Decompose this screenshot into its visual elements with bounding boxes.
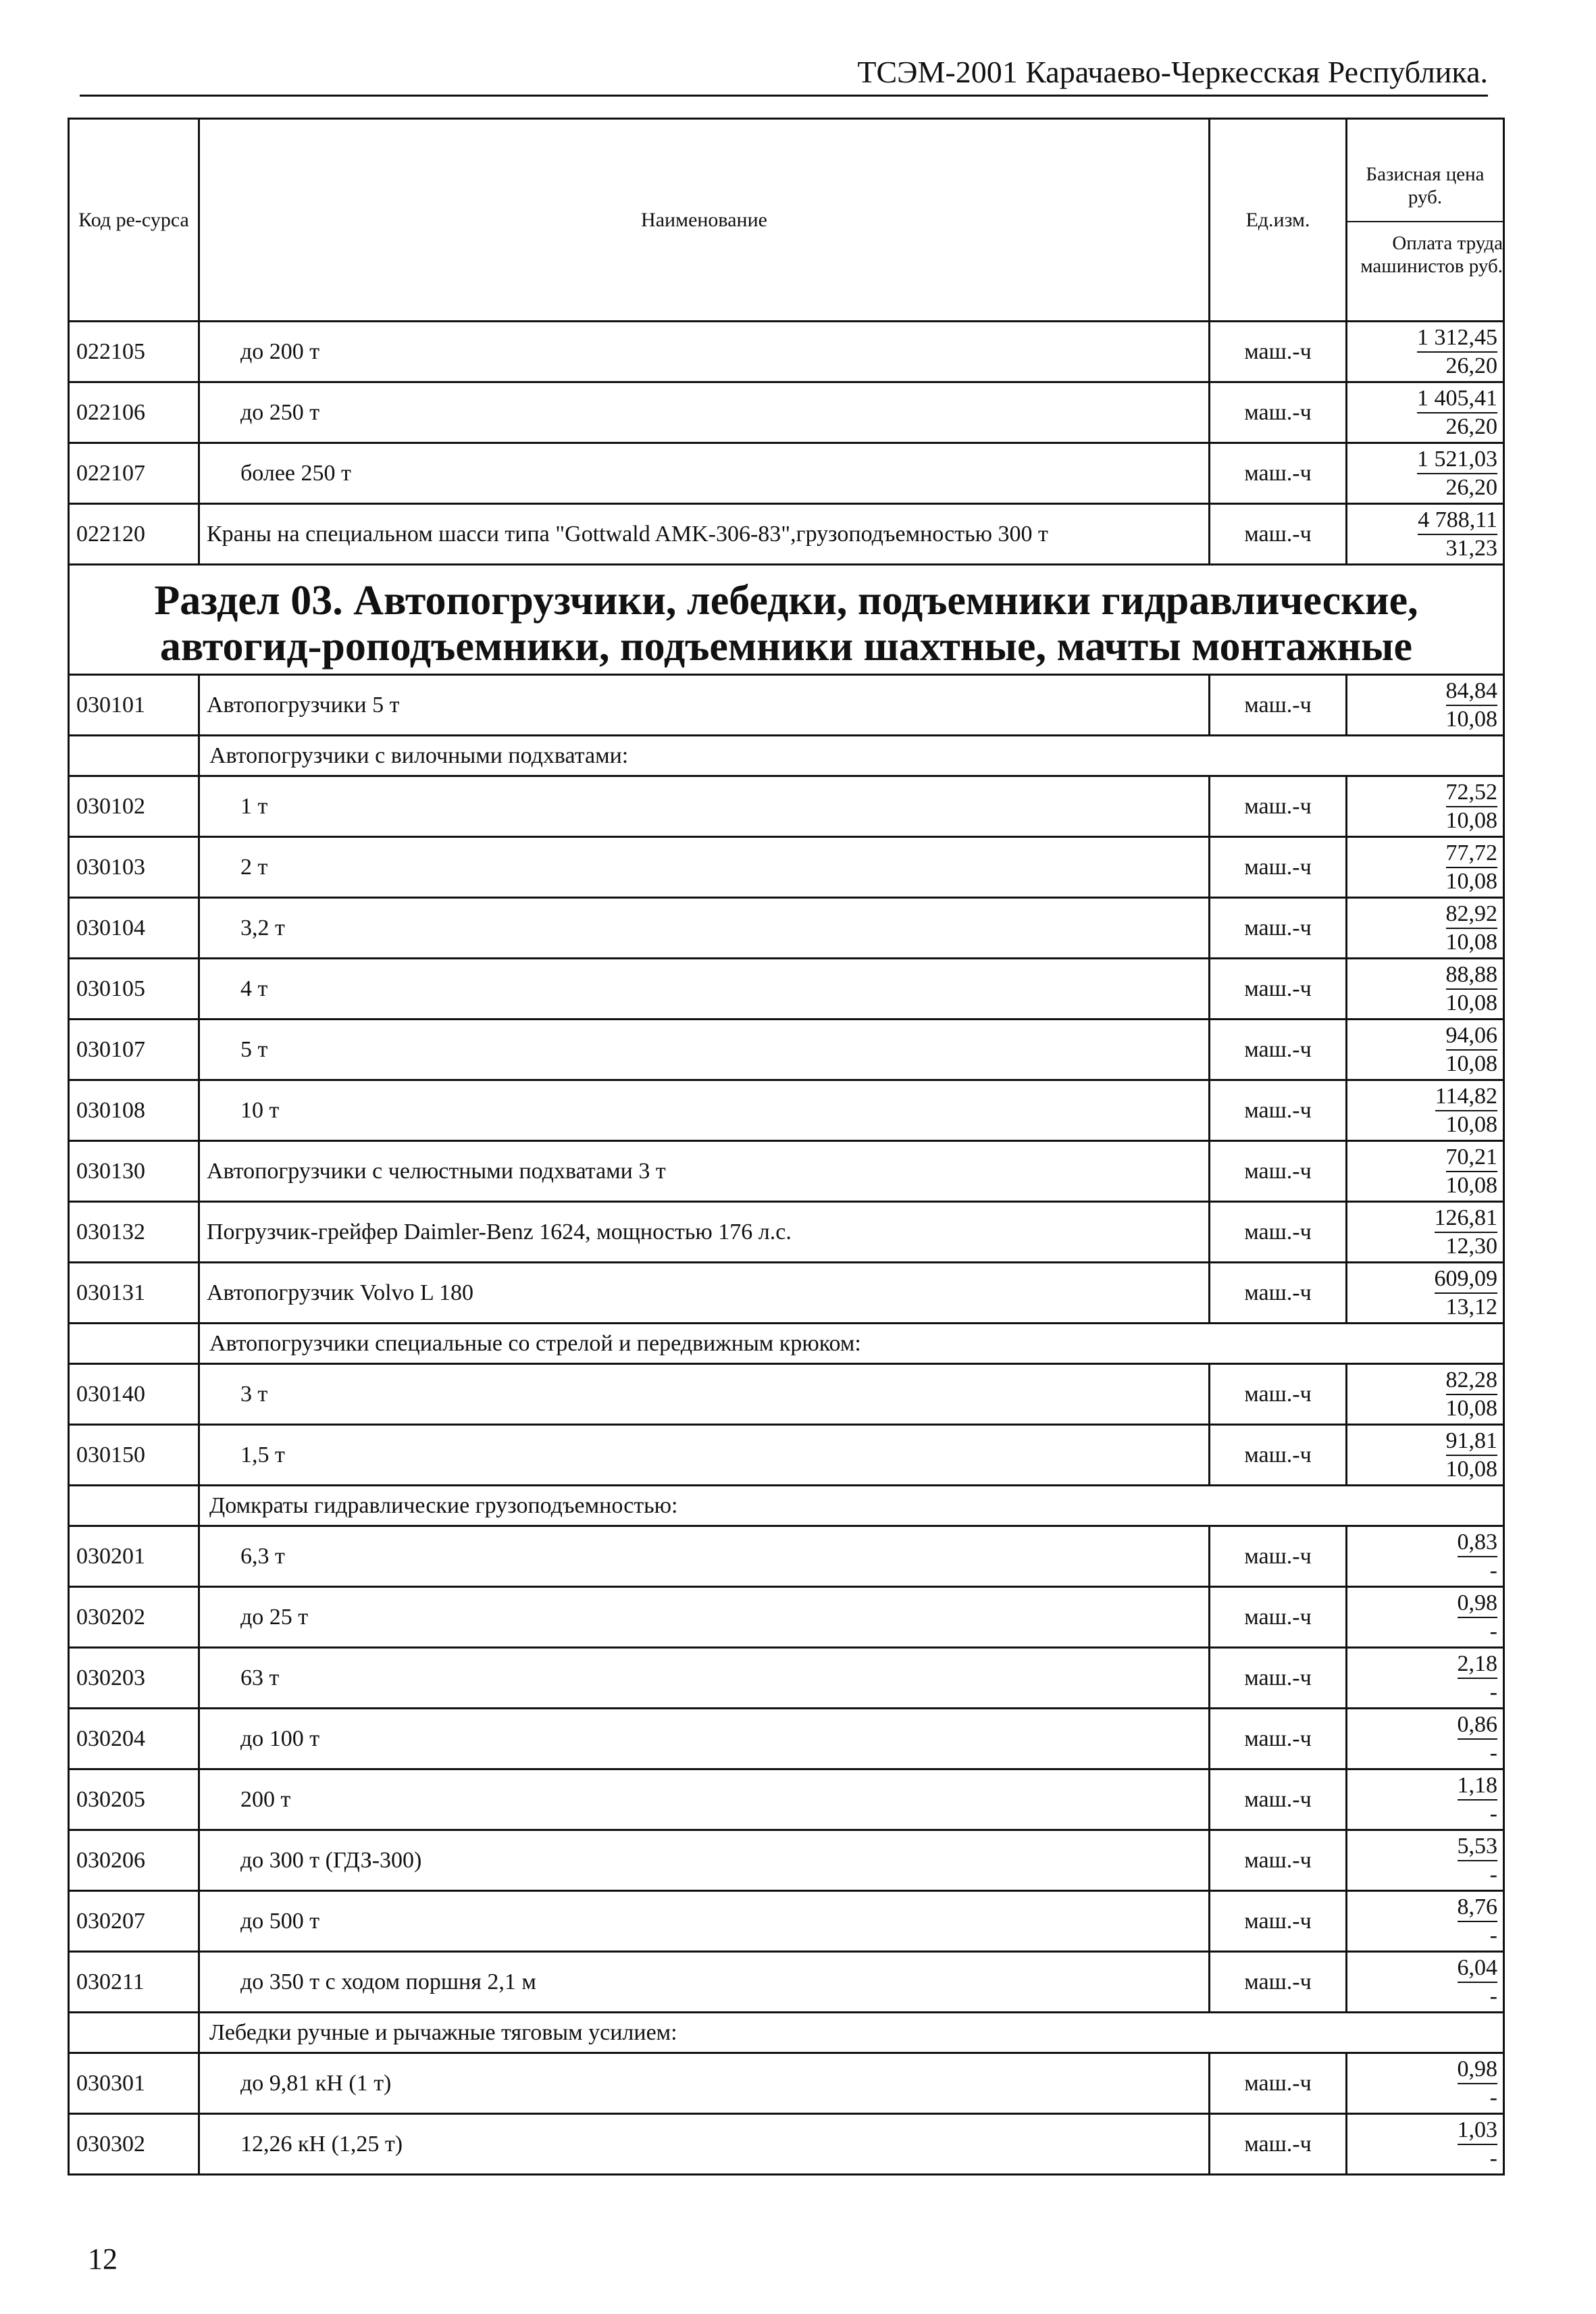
resource-name: 3 т bbox=[199, 1364, 1210, 1425]
table-row bbox=[69, 1020, 1504, 1080]
operator-wage: 10,08 bbox=[1445, 868, 1497, 894]
resource-name: до 500 т bbox=[199, 1891, 1210, 1952]
resource-code: 030302 bbox=[69, 2114, 199, 2175]
price-cell bbox=[1347, 776, 1504, 837]
table-row bbox=[69, 1952, 1504, 2013]
operator-wage: - bbox=[1489, 1679, 1497, 1705]
subheading-label: Автопогрузчики специальные со стрелой и передвижным крюком: bbox=[199, 1324, 1504, 1364]
resource-code: 030211 bbox=[69, 1952, 199, 2013]
resource-unit: маш.-ч bbox=[1210, 1080, 1347, 1141]
table-row bbox=[69, 1769, 1504, 1830]
table-row bbox=[69, 1891, 1504, 1952]
col-name-header: Наименование bbox=[199, 119, 1210, 322]
subheading-row bbox=[69, 2013, 1504, 2053]
operator-wage: 10,08 bbox=[1445, 990, 1497, 1015]
resource-name: 5 т bbox=[199, 1020, 1210, 1080]
resource-unit: маш.-ч bbox=[1210, 2114, 1347, 2175]
base-price: 72,52 bbox=[1446, 779, 1498, 807]
price-cell bbox=[1347, 1769, 1504, 1830]
resource-unit: маш.-ч bbox=[1210, 1425, 1347, 1486]
col-code-header: Код ре-сурса bbox=[69, 119, 199, 322]
table-row bbox=[69, 1709, 1504, 1769]
resource-table bbox=[68, 118, 1505, 2175]
resource-name: Автопогрузчики 5 т bbox=[199, 675, 1210, 736]
base-price: 609,09 bbox=[1435, 1265, 1498, 1294]
table-row bbox=[69, 443, 1504, 504]
table-row bbox=[69, 2053, 1504, 2114]
resource-code: 030105 bbox=[69, 959, 199, 1020]
table-row bbox=[69, 1141, 1504, 1202]
operator-wage: - bbox=[1489, 2145, 1497, 2171]
col-price-header bbox=[1347, 119, 1504, 322]
resource-name: до 350 т с ходом поршня 2,1 м bbox=[199, 1952, 1210, 2013]
subheading-label: Домкраты гидравлические грузоподъемностью: bbox=[199, 1486, 1504, 1526]
resource-unit: маш.-ч bbox=[1210, 1526, 1347, 1587]
subheading-label: Лебедки ручные и рычажные тяговым усилием: bbox=[199, 2013, 1504, 2053]
base-price: 82,28 bbox=[1446, 1367, 1498, 1395]
resource-name: 63 т bbox=[199, 1648, 1210, 1709]
operator-wage: 10,08 bbox=[1445, 1051, 1497, 1076]
resource-name: до 100 т bbox=[199, 1709, 1210, 1769]
base-price: 0,83 bbox=[1458, 1529, 1498, 1557]
price-cell bbox=[1347, 2053, 1504, 2114]
table-row bbox=[69, 1263, 1504, 1324]
base-price: 114,82 bbox=[1435, 1083, 1497, 1111]
operator-wage: - bbox=[1489, 1740, 1497, 1765]
price-cell bbox=[1347, 1202, 1504, 1263]
resource-code: 022105 bbox=[69, 322, 199, 382]
resource-code: 030203 bbox=[69, 1648, 199, 1709]
base-price: 84,84 bbox=[1446, 678, 1498, 706]
resource-unit: маш.-ч bbox=[1210, 1769, 1347, 1830]
operator-wage: 26,20 bbox=[1445, 353, 1497, 378]
price-cell bbox=[1347, 1364, 1504, 1425]
base-price: 88,88 bbox=[1446, 961, 1498, 990]
resource-name: более 250 т bbox=[199, 443, 1210, 504]
operator-wage: - bbox=[1489, 1861, 1497, 1887]
resource-name: 6,3 т bbox=[199, 1526, 1210, 1587]
resource-unit: маш.-ч bbox=[1210, 1830, 1347, 1891]
resource-unit: маш.-ч bbox=[1210, 1141, 1347, 1202]
base-price: 0,98 bbox=[1458, 2056, 1498, 2084]
price-cell bbox=[1347, 322, 1504, 382]
price-cell bbox=[1347, 959, 1504, 1020]
table-row bbox=[69, 1202, 1504, 1263]
resource-unit: маш.-ч bbox=[1210, 837, 1347, 898]
subheading-row bbox=[69, 1324, 1504, 1364]
resource-code: 030102 bbox=[69, 776, 199, 837]
resource-name: до 200 т bbox=[199, 322, 1210, 382]
empty-code-cell bbox=[69, 736, 199, 776]
table-row bbox=[69, 504, 1504, 565]
base-price: 82,92 bbox=[1446, 901, 1498, 929]
operator-wage: 26,20 bbox=[1445, 413, 1497, 439]
resource-name: 200 т bbox=[199, 1769, 1210, 1830]
resource-code: 030201 bbox=[69, 1526, 199, 1587]
price-cell bbox=[1347, 1526, 1504, 1587]
table-row bbox=[69, 776, 1504, 837]
resource-unit: маш.-ч bbox=[1210, 1709, 1347, 1769]
resource-unit: маш.-ч bbox=[1210, 675, 1347, 736]
table-row bbox=[69, 898, 1504, 959]
table-row bbox=[69, 959, 1504, 1020]
resource-code: 030301 bbox=[69, 2053, 199, 2114]
base-price: 6,04 bbox=[1458, 1955, 1498, 1983]
resource-name: Краны на специальном шасси типа "Gottwald AMK-306-83",грузоподъемностью 300 т bbox=[199, 504, 1210, 565]
base-price: 94,06 bbox=[1446, 1022, 1498, 1051]
resource-name: 2 т bbox=[199, 837, 1210, 898]
subheading-label: Автопогрузчики с вилочными подхватами: bbox=[199, 736, 1504, 776]
operator-wage: 26,20 bbox=[1445, 474, 1497, 500]
table-row bbox=[69, 1425, 1504, 1486]
price-cell bbox=[1347, 443, 1504, 504]
operator-wage: - bbox=[1489, 1801, 1497, 1826]
resource-code: 030205 bbox=[69, 1769, 199, 1830]
subheading-row bbox=[69, 736, 1504, 776]
price-cell bbox=[1347, 1587, 1504, 1648]
col-unit-header: Ед.изм. bbox=[1210, 119, 1347, 322]
operator-wage: 10,08 bbox=[1445, 706, 1497, 732]
price-cell bbox=[1347, 1709, 1504, 1769]
resource-code: 022107 bbox=[69, 443, 199, 504]
resource-code: 030103 bbox=[69, 837, 199, 898]
resource-unit: маш.-ч bbox=[1210, 2053, 1347, 2114]
resource-name: Автопогрузчик Volvo L 180 bbox=[199, 1263, 1210, 1324]
resource-unit: маш.-ч bbox=[1210, 443, 1347, 504]
table-row bbox=[69, 675, 1504, 736]
resource-unit: маш.-ч bbox=[1210, 1202, 1347, 1263]
base-price: 91,81 bbox=[1446, 1428, 1498, 1456]
price-cell bbox=[1347, 2114, 1504, 2175]
subheading-row bbox=[69, 1486, 1504, 1526]
operator-wage: 31,23 bbox=[1445, 535, 1497, 561]
empty-code-cell bbox=[69, 1486, 199, 1526]
resource-unit: маш.-ч bbox=[1210, 504, 1347, 565]
header-rule bbox=[80, 95, 1488, 97]
resource-code: 022120 bbox=[69, 504, 199, 565]
base-price: 0,98 bbox=[1458, 1590, 1498, 1618]
resource-code: 030104 bbox=[69, 898, 199, 959]
operator-wage: 10,08 bbox=[1445, 1456, 1497, 1482]
price-cell bbox=[1347, 1020, 1504, 1080]
operator-wage: - bbox=[1489, 2084, 1497, 2110]
table-header-row bbox=[69, 119, 1504, 322]
resource-name: до 300 т (ГДЗ-300) bbox=[199, 1830, 1210, 1891]
resource-unit: маш.-ч bbox=[1210, 382, 1347, 443]
operator-wage: 10,08 bbox=[1445, 1172, 1497, 1198]
empty-code-cell bbox=[69, 1324, 199, 1364]
base-price: 1 405,41 bbox=[1417, 385, 1497, 413]
operator-wage: 10,08 bbox=[1445, 807, 1497, 833]
price-cell bbox=[1347, 1141, 1504, 1202]
base-price: 2,18 bbox=[1458, 1651, 1498, 1679]
resource-unit: маш.-ч bbox=[1210, 1891, 1347, 1952]
base-price: 5,53 bbox=[1458, 1833, 1498, 1861]
base-price: 8,76 bbox=[1458, 1894, 1498, 1922]
operator-wage: - bbox=[1489, 1557, 1497, 1583]
resource-name: 12,26 кН (1,25 т) bbox=[199, 2114, 1210, 2175]
resource-unit: маш.-ч bbox=[1210, 1648, 1347, 1709]
resource-unit: маш.-ч bbox=[1210, 898, 1347, 959]
resource-unit: маш.-ч bbox=[1210, 1364, 1347, 1425]
base-price: 4 788,11 bbox=[1418, 507, 1497, 535]
resource-unit: маш.-ч bbox=[1210, 1263, 1347, 1324]
price-cell bbox=[1347, 1952, 1504, 2013]
operator-wage: - bbox=[1489, 1983, 1497, 2009]
resource-code: 030150 bbox=[69, 1425, 199, 1486]
resource-name: до 9,81 кН (1 т) bbox=[199, 2053, 1210, 2114]
running-header: ТСЭМ-2001 Карачаево-Черкесская Республика. bbox=[857, 55, 1488, 89]
page-number: 12 bbox=[88, 2242, 118, 2275]
resource-name: Автопогрузчики с челюстными подхватами 3 т bbox=[199, 1141, 1210, 1202]
section-title: Раздел 03. Автопогрузчики, лебедки, подъемники гидравлические, автогид-роподъемники, подъемники шахтные, мачты монтажные bbox=[69, 565, 1504, 675]
resource-unit: маш.-ч bbox=[1210, 1952, 1347, 2013]
base-price: 126,81 bbox=[1435, 1205, 1498, 1233]
price-cell bbox=[1347, 382, 1504, 443]
base-price: 0,86 bbox=[1458, 1711, 1498, 1740]
base-price: 70,21 bbox=[1446, 1144, 1498, 1172]
operator-wage: 12,30 bbox=[1445, 1233, 1497, 1259]
resource-code: 030202 bbox=[69, 1587, 199, 1648]
base-price: 1 312,45 bbox=[1417, 324, 1497, 353]
price-cell bbox=[1347, 1263, 1504, 1324]
resource-name: 1 т bbox=[199, 776, 1210, 837]
resource-unit: маш.-ч bbox=[1210, 322, 1347, 382]
resource-name: 3,2 т bbox=[199, 898, 1210, 959]
section-heading-row bbox=[69, 565, 1504, 675]
table-row bbox=[69, 1526, 1504, 1587]
operator-wage: - bbox=[1489, 1618, 1497, 1644]
price-cell bbox=[1347, 898, 1504, 959]
wage-header-label: Оплата труда машинистов руб. bbox=[1360, 232, 1503, 277]
base-price: 1,18 bbox=[1458, 1772, 1498, 1801]
resource-name: до 25 т bbox=[199, 1587, 1210, 1648]
empty-code-cell bbox=[69, 2013, 199, 2053]
table-row bbox=[69, 322, 1504, 382]
resource-name: 10 т bbox=[199, 1080, 1210, 1141]
price-cell bbox=[1347, 504, 1504, 565]
price-cell bbox=[1347, 837, 1504, 898]
resource-code: 030107 bbox=[69, 1020, 199, 1080]
operator-wage: 10,08 bbox=[1445, 1111, 1497, 1137]
resource-code: 030206 bbox=[69, 1830, 199, 1891]
operator-wage: 13,12 bbox=[1445, 1294, 1497, 1319]
table-row bbox=[69, 1364, 1504, 1425]
resource-code: 030131 bbox=[69, 1263, 199, 1324]
resource-code: 030108 bbox=[69, 1080, 199, 1141]
resource-code: 030132 bbox=[69, 1202, 199, 1263]
price-cell bbox=[1347, 1080, 1504, 1141]
resource-unit: маш.-ч bbox=[1210, 959, 1347, 1020]
price-cell bbox=[1347, 1830, 1504, 1891]
resource-code: 030101 bbox=[69, 675, 199, 736]
base-price: 1,03 bbox=[1458, 2117, 1498, 2145]
table-row bbox=[69, 1080, 1504, 1141]
operator-wage: 10,08 bbox=[1445, 1395, 1497, 1421]
base-price: 1 521,03 bbox=[1417, 446, 1497, 474]
resource-name: Погрузчик-грейфер Daimler-Benz 1624, мощностью 176 л.с. bbox=[199, 1202, 1210, 1263]
table-row bbox=[69, 837, 1504, 898]
table-row bbox=[69, 2114, 1504, 2175]
resource-unit: маш.-ч bbox=[1210, 1587, 1347, 1648]
resource-unit: маш.-ч bbox=[1210, 776, 1347, 837]
resource-code: 030204 bbox=[69, 1709, 199, 1769]
base-price: 77,72 bbox=[1446, 840, 1498, 868]
resource-code: 030130 bbox=[69, 1141, 199, 1202]
table-row bbox=[69, 382, 1504, 443]
resource-name: 1,5 т bbox=[199, 1425, 1210, 1486]
resource-code: 030207 bbox=[69, 1891, 199, 1952]
resource-code: 022106 bbox=[69, 382, 199, 443]
operator-wage: - bbox=[1489, 1922, 1497, 1948]
table-row bbox=[69, 1648, 1504, 1709]
resource-name: 4 т bbox=[199, 959, 1210, 1020]
price-cell bbox=[1347, 1425, 1504, 1486]
price-header-label: Базисная цена руб. bbox=[1347, 163, 1503, 222]
table-row bbox=[69, 1587, 1504, 1648]
price-cell bbox=[1347, 1891, 1504, 1952]
resource-unit: маш.-ч bbox=[1210, 1020, 1347, 1080]
resource-name: до 250 т bbox=[199, 382, 1210, 443]
table-row bbox=[69, 1830, 1504, 1891]
operator-wage: 10,08 bbox=[1445, 929, 1497, 955]
resource-code: 030140 bbox=[69, 1364, 199, 1425]
price-cell bbox=[1347, 1648, 1504, 1709]
price-cell bbox=[1347, 675, 1504, 736]
